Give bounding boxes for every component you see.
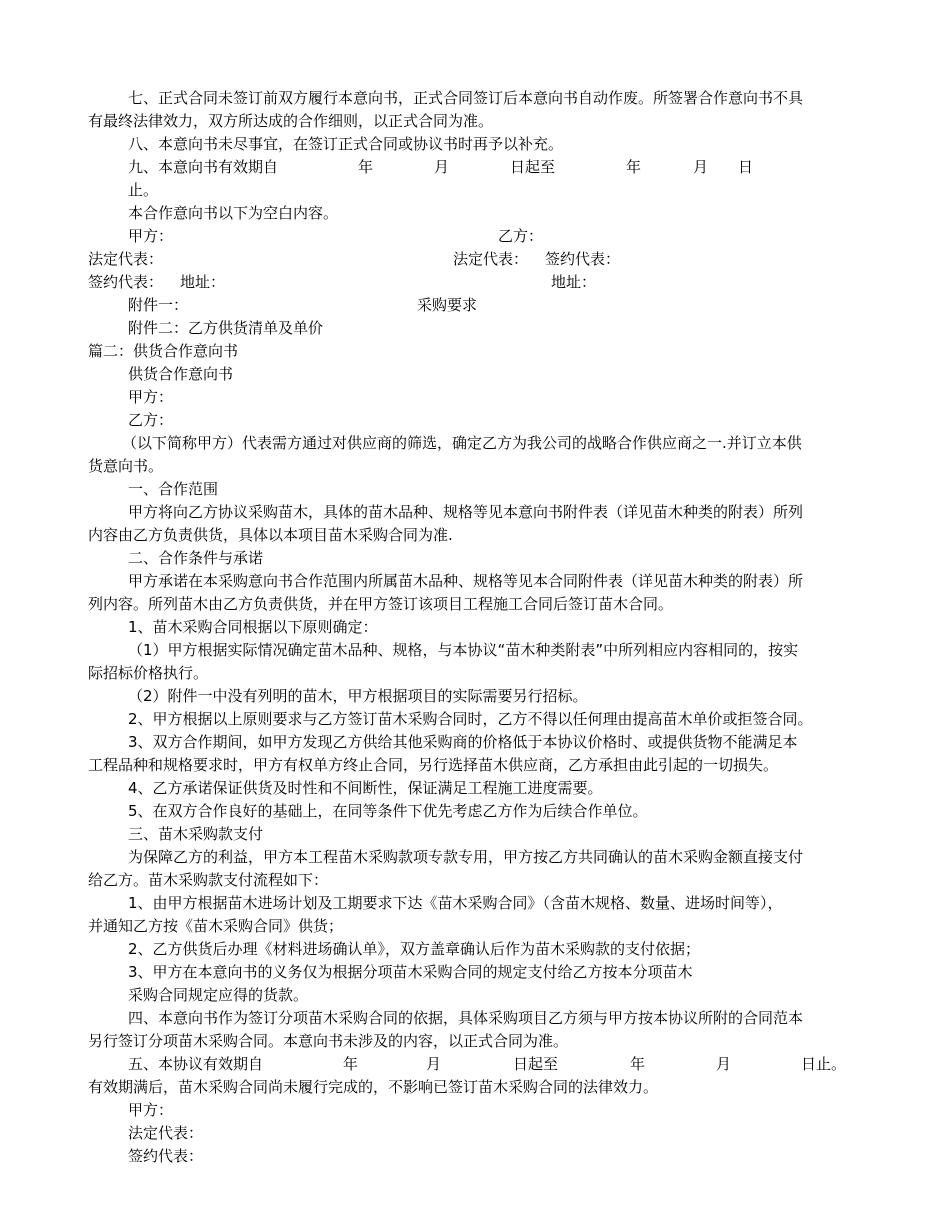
clause-5-month-2: 月 xyxy=(716,1055,732,1073)
payment-step-3-line-2: 采购合同规定应得的货款。 xyxy=(128,986,309,1004)
clause-4-line-1: 四、本意向书作为签订分项苗木采购合同的依据，具体采购项目乙方须与甲方按本协议所附的合同范本 xyxy=(128,1009,804,1027)
payment-step-2: 2、乙方供货后办理《材料进场确认单》，双方盖章确认后作为苗木采购款的支付依据； xyxy=(128,940,701,958)
clause-9-day-2: 日 xyxy=(738,158,754,176)
item-2: 2、甲方根据以上原则要求与乙方签订苗木采购合同时，乙方不得以任何理由提高苗木单价或拒签合同。 xyxy=(128,710,813,728)
heading-conditions: 二、合作条件与承诺 xyxy=(128,549,264,567)
item-4: 4、乙方承诺保证供货及时性和不间断性，保证满足工程施工进度需要。 xyxy=(128,779,603,797)
conditions-line-1: 甲方承诺在本采购意向书合作范围内所属苗木品种、规格等见本合同附件表（详见苗木种类的附表）所 xyxy=(128,572,804,590)
clause-9-end: 止。 xyxy=(128,181,159,199)
item-3-line-1: 3、双方合作期间，如甲方发现乙方供给其他采购商的价格低于本协议价格时、或提供货物不能满足本 xyxy=(128,733,798,751)
intro-line-1: （以下简称甲方）代表需方通过对供应商的筛选，确定乙方为我公司的战略合作供应商之一.并订立本供 xyxy=(122,434,802,452)
clause-5-line-2: 有效期满后，苗木采购合同尚未履行完成的，不影响已签订苗木采购合同的法律效力。 xyxy=(88,1078,659,1096)
payment-line-2: 给乙方。苗木采购款支付流程如下： xyxy=(88,871,329,889)
signature-legal-rep: 法定代表： xyxy=(128,1124,204,1142)
clause-5-year-2: 年 xyxy=(630,1055,646,1073)
clause-9-year: 年 xyxy=(358,158,374,176)
clause-5-year: 年 xyxy=(343,1055,359,1073)
legal-rep-a-label: 法定代表： xyxy=(88,250,164,268)
item-1-sub-2: （2）附件一中没有列明的苗木，甲方根据项目的实际需要另行招标。 xyxy=(128,687,588,705)
clause-4-line-2: 另行签订分项苗木采购合同。本意向书未涉及的内容，以正式合同为准。 xyxy=(88,1032,569,1050)
signature-sign-rep: 签约代表： xyxy=(128,1147,204,1165)
item-1-sub-1-line-2: 际招标价格执行。 xyxy=(88,664,209,682)
legal-rep-b-label: 法定代表： xyxy=(453,250,529,268)
payment-line-1: 为保障乙方的利益，甲方本工程苗木采购款项专款专用，甲方按乙方共同确认的苗木采购金额直接支付 xyxy=(128,848,804,866)
clause-8: 八、本意向书未尽事宜，在签订正式合同或协议书时再予以补充。 xyxy=(128,135,564,153)
address-b-label: 地址： xyxy=(551,273,597,291)
party-b-label: 乙方： xyxy=(498,227,544,245)
section-title: 篇二：供货合作意向书 xyxy=(88,342,239,360)
heading-cooperation-scope: 一、合作范围 xyxy=(128,480,219,498)
annex-2-label: 附件二：乙方供货清单及单价 xyxy=(128,319,324,337)
intro-line-2: 货意向书。 xyxy=(88,457,164,475)
clause-9-month-2: 月 xyxy=(693,158,709,176)
sign-rep-a-label: 签约代表： xyxy=(88,273,164,291)
clause-9-month: 月 xyxy=(434,158,450,176)
clause-5-end: 日止。 xyxy=(801,1055,847,1073)
address-a-label: 地址： xyxy=(180,273,226,291)
clause-9-start: 九、本意向书有效期自 xyxy=(128,158,279,176)
annex-1-title: 采购要求 xyxy=(417,296,478,314)
clause-5-start: 五、本协议有效期自 xyxy=(128,1055,264,1073)
payment-step-3-line-1: 3、甲方在本意向书的义务仅为根据分项苗木采购合同的规定支付给乙方按本分项苗木 xyxy=(128,963,693,981)
clause-9-year-2: 年 xyxy=(626,158,642,176)
annex-1-label: 附件一： xyxy=(128,296,189,314)
party-a-label: 甲方： xyxy=(128,227,174,245)
scope-line-1: 甲方将向乙方协议采购苗木，具体的苗木品种、规格等见本意向书附件表（详见苗木种类的附表）所列 xyxy=(128,503,804,521)
party-a-label-2: 甲方： xyxy=(128,388,174,406)
clause-5-month: 月 xyxy=(426,1055,442,1073)
heading-payment: 三、苗木采购款支付 xyxy=(128,825,264,843)
blank-note: 本合作意向书以下为空白内容。 xyxy=(128,204,339,222)
item-3-line-2: 工程品种和规格要求时，甲方有权单方终止合同，另行选择苗木供应商，乙方承担由此引起的一切损失。 xyxy=(88,756,779,774)
item-5: 5、在双方合作良好的基础上，在同等条件下优先考虑乙方作为后续合作单位。 xyxy=(128,802,648,820)
clause-9-day-from: 日起至 xyxy=(510,158,556,176)
clause-7-line-1: 七、正式合同未签订前双方履行本意向书，正式合同签订后本意向书自动作废。所签署合作意向书不具 xyxy=(128,89,804,107)
clause-5-day-from: 日起至 xyxy=(513,1055,559,1073)
clause-7-line-2: 有最终法律效力，双方所达成的合作细则，以正式合同为准。 xyxy=(88,112,494,130)
document-subtitle: 供货合作意向书 xyxy=(128,365,234,383)
party-b-label-2: 乙方： xyxy=(128,411,174,429)
scope-line-2: 内容由乙方负责供货，具体以本项目苗木采购合同为准. xyxy=(88,526,453,544)
payment-step-1-line-1: 1、由甲方根据苗木进场计划及工期要求下达《苗木采购合同》（含苗木规格、数量、进场时间等）， xyxy=(128,894,783,912)
payment-step-1-line-2: 并通知乙方按《苗木采购合同》供货； xyxy=(88,917,344,935)
conditions-line-2: 列内容。所列苗木由乙方负责供货，并在甲方签订该项目工程施工合同后签订苗木合同。 xyxy=(88,595,674,613)
signature-party-a: 甲方： xyxy=(128,1101,174,1119)
item-1-sub-1-line-1: （1）甲方根据实际情况确定苗木品种、规格，与本协议“苗木种类附表”中所列相应内容相同的，按实 xyxy=(128,641,799,659)
item-1: 1、苗木采购合同根据以下原则确定： xyxy=(128,618,378,636)
sign-rep-b-label: 签约代表： xyxy=(545,250,621,268)
